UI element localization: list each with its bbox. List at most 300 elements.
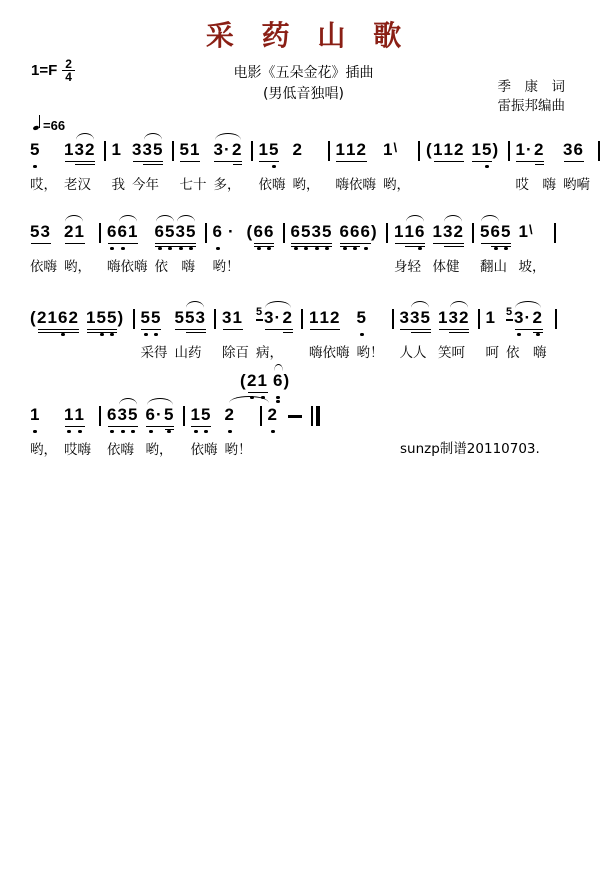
octave-dot bbox=[360, 333, 364, 337]
octave-dot bbox=[33, 430, 37, 434]
barline bbox=[508, 141, 510, 161]
octave-dot bbox=[154, 333, 158, 337]
beam-line bbox=[340, 246, 360, 248]
beam-line bbox=[259, 161, 279, 163]
lyric-text: 哟， bbox=[30, 442, 57, 458]
note-digit: ) bbox=[283, 371, 290, 390]
note-row bbox=[146, 405, 175, 435]
lyric-text: 依 嗨 bbox=[154, 259, 195, 275]
note-row bbox=[30, 222, 51, 252]
note-cell bbox=[291, 222, 333, 274]
lyric-text: 哎 嗨 bbox=[515, 177, 556, 193]
note-row bbox=[400, 308, 432, 338]
note-cell bbox=[438, 308, 470, 360]
beam-line bbox=[283, 332, 293, 334]
lyric-text: 哎， bbox=[30, 177, 57, 193]
note-digit: 6 bbox=[212, 222, 222, 241]
note-row bbox=[64, 222, 85, 252]
note-row bbox=[191, 405, 212, 435]
note-digit: 1 bbox=[443, 140, 453, 159]
note-row bbox=[472, 140, 500, 170]
barline bbox=[555, 309, 557, 329]
octave-dot bbox=[121, 247, 125, 251]
note-row bbox=[486, 308, 497, 338]
beam-line bbox=[87, 332, 118, 334]
note-row bbox=[180, 140, 201, 170]
note-digit: 1 bbox=[335, 140, 345, 159]
note-digit: 1 bbox=[518, 222, 528, 241]
note-digit: 3 bbox=[264, 308, 274, 327]
note-digit: 3 bbox=[311, 222, 321, 241]
beam-line bbox=[146, 426, 174, 428]
note-cell bbox=[486, 308, 500, 360]
note-digit: 5 bbox=[30, 140, 40, 159]
beam-line bbox=[175, 329, 206, 331]
note-cell bbox=[132, 140, 164, 192]
octave-dot bbox=[271, 430, 275, 434]
lyric-text: 依嗨 bbox=[30, 259, 57, 275]
time-numerator: 2 bbox=[62, 58, 75, 71]
note-row bbox=[240, 371, 291, 401]
note-cell bbox=[30, 222, 57, 274]
note-row bbox=[141, 308, 162, 338]
beam-line bbox=[434, 161, 465, 163]
note-digit: 3 bbox=[175, 222, 185, 241]
glissando-mark: \ bbox=[393, 140, 398, 155]
octave-dot bbox=[204, 430, 208, 434]
slur-arc bbox=[119, 398, 137, 405]
note-digit: 1 bbox=[257, 371, 267, 390]
note-cell bbox=[480, 222, 512, 274]
lyric-text: 多， bbox=[213, 177, 241, 193]
note-digit: 6 bbox=[253, 222, 263, 241]
barline bbox=[386, 223, 388, 243]
note-cell bbox=[155, 222, 197, 274]
octave-dot bbox=[261, 396, 265, 400]
note-digit: 6 bbox=[490, 222, 500, 241]
beam-line bbox=[400, 329, 431, 331]
note-digit: 6 bbox=[145, 405, 155, 424]
beam-line bbox=[65, 426, 85, 428]
note-row bbox=[383, 140, 403, 170]
lyric-text: 七十 bbox=[179, 177, 207, 193]
note-digit: 1 bbox=[471, 140, 481, 159]
note-row bbox=[438, 308, 470, 338]
note-digit: 2 bbox=[232, 140, 242, 159]
lyric-text: 山药 bbox=[174, 345, 202, 361]
note-digit: 5 bbox=[153, 140, 163, 159]
lyric-text: 病， bbox=[256, 345, 283, 361]
barline bbox=[301, 309, 303, 329]
lyric-text: 采得 bbox=[140, 345, 168, 361]
octave-dot bbox=[194, 430, 198, 434]
octave-dot bbox=[149, 430, 153, 434]
note-row bbox=[155, 222, 197, 252]
lyric-text: 哟， bbox=[383, 177, 410, 193]
note-digit: 2 bbox=[454, 140, 464, 159]
note-cell bbox=[357, 308, 384, 360]
final-barline-thin bbox=[311, 406, 313, 426]
glissando-mark: \ bbox=[529, 222, 533, 237]
note-row bbox=[107, 222, 139, 252]
note-cell bbox=[519, 222, 546, 274]
beam-line bbox=[291, 243, 332, 245]
barline bbox=[418, 141, 420, 161]
barline bbox=[205, 223, 207, 243]
note-row bbox=[107, 405, 139, 435]
note-digit: 1 bbox=[309, 308, 319, 327]
slur-arc bbox=[156, 215, 174, 222]
note-digit: 2 bbox=[453, 222, 463, 241]
note-row bbox=[506, 308, 543, 338]
note-digit: 6 bbox=[264, 222, 274, 241]
note-digit: 6 bbox=[273, 371, 283, 390]
lyric-text: 今年 bbox=[132, 177, 159, 193]
note-digit: 5 bbox=[164, 405, 174, 424]
note-digit: · bbox=[524, 308, 531, 327]
note-digit: 1 bbox=[190, 140, 200, 159]
lyric-text: 哟， bbox=[145, 442, 173, 458]
slur-arc bbox=[186, 301, 204, 308]
beam-line bbox=[214, 161, 242, 163]
lyric-text: 哎嗨 bbox=[64, 442, 91, 458]
note-digit: 2 bbox=[459, 308, 469, 327]
lyric-text: 嗨依嗨 bbox=[335, 177, 376, 193]
note-digit: 2 bbox=[330, 308, 340, 327]
note-digit: 3 bbox=[213, 140, 223, 159]
note-digit: 6 bbox=[339, 222, 349, 241]
note-digit: 3 bbox=[74, 140, 84, 159]
note-digit: · bbox=[228, 222, 234, 241]
note-digit: 3 bbox=[40, 222, 50, 241]
barline bbox=[183, 406, 185, 426]
note-row bbox=[480, 222, 512, 252]
tempo-marking bbox=[33, 115, 65, 133]
note-digit: 5 bbox=[482, 140, 492, 159]
note-cell bbox=[64, 140, 96, 192]
beam-line bbox=[180, 161, 200, 163]
note-digit: 5 bbox=[356, 308, 366, 327]
barline bbox=[392, 309, 394, 329]
note-row bbox=[86, 308, 125, 338]
voice-type: (男低音独唱) bbox=[263, 86, 344, 102]
note-row bbox=[336, 140, 368, 170]
octave-dot bbox=[216, 247, 220, 251]
note-digit: 1 bbox=[258, 140, 268, 159]
barline bbox=[99, 406, 101, 426]
beam-line bbox=[191, 426, 211, 428]
note-digit: ) bbox=[492, 140, 499, 159]
note-row bbox=[309, 308, 341, 338]
lyric-text: 哟， bbox=[64, 259, 91, 275]
barline bbox=[554, 223, 556, 243]
note-row bbox=[394, 222, 426, 252]
note-digit: 6 bbox=[360, 222, 370, 241]
note-digit: 2 bbox=[64, 222, 74, 241]
barline bbox=[328, 141, 330, 161]
note-row bbox=[247, 222, 275, 252]
beam-line bbox=[248, 392, 268, 394]
beam-line bbox=[433, 243, 464, 245]
note-cell bbox=[394, 222, 426, 274]
note-digit: 1 bbox=[383, 140, 393, 159]
note-digit: 6 bbox=[350, 222, 360, 241]
octave-dot bbox=[276, 400, 280, 404]
note-row bbox=[30, 140, 41, 170]
grace-beam bbox=[256, 319, 263, 321]
lyric-text: 笑呵 bbox=[438, 345, 465, 361]
note-digit: 1 bbox=[74, 222, 84, 241]
octave-dot bbox=[517, 333, 521, 337]
slur-arc bbox=[144, 133, 162, 140]
lyric-text: 嗨依嗨 bbox=[309, 345, 350, 361]
note-digit: ) bbox=[117, 308, 124, 327]
beam-line bbox=[481, 243, 512, 245]
note-cell bbox=[146, 405, 175, 457]
note-digit: ( bbox=[426, 140, 432, 159]
grace-note: 5 bbox=[506, 306, 513, 318]
note-row bbox=[426, 140, 465, 170]
barline bbox=[260, 406, 262, 426]
note-digit: 5 bbox=[185, 308, 195, 327]
note-cell bbox=[426, 140, 465, 192]
tempo-value: =66 bbox=[43, 118, 66, 133]
note-digit: 1 bbox=[438, 308, 448, 327]
lyric-text: 体健 bbox=[432, 259, 460, 275]
system-3 bbox=[30, 308, 563, 360]
note-row bbox=[132, 140, 164, 170]
lyric-text: 依 嗨 bbox=[506, 345, 547, 361]
key-prefix: 1=F bbox=[31, 62, 58, 79]
slur-arc bbox=[177, 215, 195, 222]
note-digit: 6 bbox=[154, 222, 164, 241]
subtitle: 电影《五朵金花》插曲 bbox=[233, 65, 374, 81]
lyric-text: 哟嗬 bbox=[563, 177, 590, 193]
barline bbox=[214, 309, 216, 329]
note-digit: 5 bbox=[179, 140, 189, 159]
note-digit: 5 bbox=[30, 222, 40, 241]
note-digit: 1 bbox=[432, 222, 442, 241]
note-cell bbox=[293, 140, 320, 192]
note-cell bbox=[247, 222, 275, 274]
octave-dot bbox=[78, 430, 82, 434]
system-4 bbox=[30, 371, 320, 458]
beam-line bbox=[223, 329, 243, 331]
note-cell bbox=[30, 405, 57, 457]
note-digit: 2 bbox=[356, 140, 366, 159]
note-row bbox=[433, 222, 465, 252]
lyric-text: 依嗨 bbox=[190, 442, 218, 458]
grace-note: 5 bbox=[256, 306, 263, 318]
beam-line bbox=[155, 243, 196, 245]
note-cell bbox=[107, 405, 139, 457]
lyric-text: 嗨依嗨 bbox=[107, 259, 148, 275]
note-cell bbox=[112, 140, 126, 192]
beam-line bbox=[254, 243, 274, 245]
note-cell bbox=[213, 222, 240, 274]
beam-line bbox=[265, 329, 293, 331]
beam-line bbox=[133, 161, 164, 163]
note-digit: ( bbox=[240, 371, 246, 390]
barline bbox=[133, 309, 135, 329]
page-title: 采 药 山 歌 bbox=[205, 19, 411, 52]
note-digit: 1 bbox=[74, 405, 84, 424]
note-row bbox=[214, 140, 243, 170]
note-digit: 5 bbox=[140, 308, 150, 327]
system-2 bbox=[30, 222, 562, 274]
note-digit: 5 bbox=[420, 308, 430, 327]
note-digit: 3 bbox=[222, 308, 232, 327]
beam-line bbox=[516, 161, 544, 163]
note-cell bbox=[30, 140, 57, 192]
note-row bbox=[293, 140, 304, 170]
note-digit: 2 bbox=[267, 405, 277, 424]
note-row bbox=[213, 222, 237, 252]
beam-line bbox=[75, 164, 95, 166]
note-digit: 6 bbox=[415, 222, 425, 241]
beam-line bbox=[395, 243, 426, 245]
note-digit: ) bbox=[371, 222, 377, 241]
slur-arc bbox=[274, 364, 283, 371]
note-digit: 5 bbox=[201, 405, 211, 424]
beam-line bbox=[564, 161, 584, 163]
note-row bbox=[112, 140, 123, 170]
note-digit: 3 bbox=[563, 140, 573, 159]
note-cell bbox=[107, 222, 148, 274]
note-row bbox=[340, 222, 379, 252]
note-digit: 3 bbox=[410, 308, 420, 327]
lyric-text: 依嗨 bbox=[107, 442, 134, 458]
beam-line bbox=[186, 332, 206, 334]
note-row bbox=[64, 405, 85, 435]
note-digit: 5 bbox=[128, 405, 138, 424]
barline bbox=[283, 223, 285, 243]
lyricist: 季 康 词 bbox=[497, 79, 565, 95]
note-digit: 5 bbox=[301, 222, 311, 241]
note-digit: · bbox=[156, 405, 162, 424]
note-digit: 1 bbox=[128, 222, 138, 241]
note-cell bbox=[336, 140, 377, 192]
beam-line bbox=[449, 332, 469, 334]
beam-line bbox=[233, 164, 243, 166]
note-digit: 2 bbox=[68, 308, 78, 327]
octave-dot bbox=[250, 396, 254, 400]
note-row bbox=[225, 405, 236, 435]
lyric-text: 除百 bbox=[222, 345, 249, 361]
lyric-text: 坡， bbox=[518, 259, 546, 275]
note-digit: 6 bbox=[290, 222, 300, 241]
note-digit: 3 bbox=[443, 222, 453, 241]
note-cell bbox=[472, 140, 500, 192]
note-digit: 3 bbox=[514, 308, 524, 327]
beam-line bbox=[143, 164, 163, 166]
beam-line bbox=[165, 429, 175, 431]
barline bbox=[172, 141, 174, 161]
note-digit: · bbox=[224, 140, 230, 159]
beam-line bbox=[439, 329, 470, 331]
octave-dot bbox=[485, 165, 489, 169]
beam-line bbox=[291, 246, 332, 248]
note-cell bbox=[180, 140, 207, 192]
slur-arc bbox=[411, 301, 429, 308]
note-row bbox=[64, 140, 96, 170]
note-digit: 2 bbox=[224, 405, 234, 424]
note-digit: 2 bbox=[292, 140, 302, 159]
lyric-text: 依嗨 bbox=[258, 177, 286, 193]
note-digit: 5 bbox=[501, 222, 511, 241]
note-digit: 3 bbox=[142, 140, 152, 159]
note-digit: 5 bbox=[174, 308, 184, 327]
note-cell bbox=[30, 308, 79, 360]
note-digit: 1 bbox=[111, 140, 121, 159]
note-digit: 1 bbox=[346, 140, 356, 159]
note-cell bbox=[64, 222, 91, 274]
note-digit: 1 bbox=[232, 308, 242, 327]
note-digit: · bbox=[526, 140, 532, 159]
note-digit: 1 bbox=[433, 140, 443, 159]
note-cell bbox=[563, 140, 590, 192]
note-digit: 3 bbox=[132, 140, 142, 159]
note-digit: 1 bbox=[64, 140, 74, 159]
note-cell bbox=[340, 222, 379, 274]
system-1 bbox=[30, 140, 606, 192]
lyric-text: 我 bbox=[111, 177, 125, 193]
note-digit: 1 bbox=[485, 308, 495, 327]
barline bbox=[598, 141, 600, 161]
note-digit: 1 bbox=[319, 308, 329, 327]
barline bbox=[251, 141, 253, 161]
note-cell bbox=[64, 405, 91, 457]
octave-dot bbox=[121, 430, 125, 434]
note-digit: 2 bbox=[534, 140, 544, 159]
note-row bbox=[291, 222, 333, 252]
beam-line bbox=[65, 161, 96, 163]
note-row bbox=[357, 308, 368, 338]
note-digit: 1 bbox=[47, 308, 57, 327]
note-digit: 3 bbox=[448, 308, 458, 327]
note-digit: 6 bbox=[573, 140, 583, 159]
note-digit: 3 bbox=[399, 308, 409, 327]
beam-line bbox=[155, 246, 196, 248]
slur-arc bbox=[406, 215, 424, 222]
note-cell bbox=[400, 308, 432, 360]
note-digit: 1 bbox=[190, 405, 200, 424]
composer: 雷振邦编曲 bbox=[497, 98, 565, 114]
note-digit: 1 bbox=[64, 405, 74, 424]
beam-line bbox=[254, 246, 274, 248]
beam-line bbox=[491, 246, 511, 248]
time-denominator: 4 bbox=[65, 70, 72, 84]
note-digit: ( bbox=[30, 308, 36, 327]
note-cell bbox=[506, 308, 547, 360]
beam-line bbox=[405, 246, 425, 248]
lyric-text: 身轻 bbox=[394, 259, 421, 275]
note-digit: 6 bbox=[117, 222, 127, 241]
lyric-text: 哟， bbox=[292, 177, 320, 193]
grace-measure bbox=[240, 371, 291, 405]
credits-block bbox=[498, 78, 566, 116]
note-cell bbox=[86, 308, 125, 360]
note-cell bbox=[214, 140, 243, 192]
note-digit: 5 bbox=[322, 222, 332, 241]
lyric-text: 翻山 bbox=[480, 259, 507, 275]
note-row bbox=[563, 140, 584, 170]
note-row bbox=[516, 140, 545, 170]
beam-line bbox=[515, 329, 543, 331]
note-row bbox=[222, 308, 243, 338]
octave-dot bbox=[364, 247, 368, 251]
note-digit: 1 bbox=[515, 140, 525, 159]
